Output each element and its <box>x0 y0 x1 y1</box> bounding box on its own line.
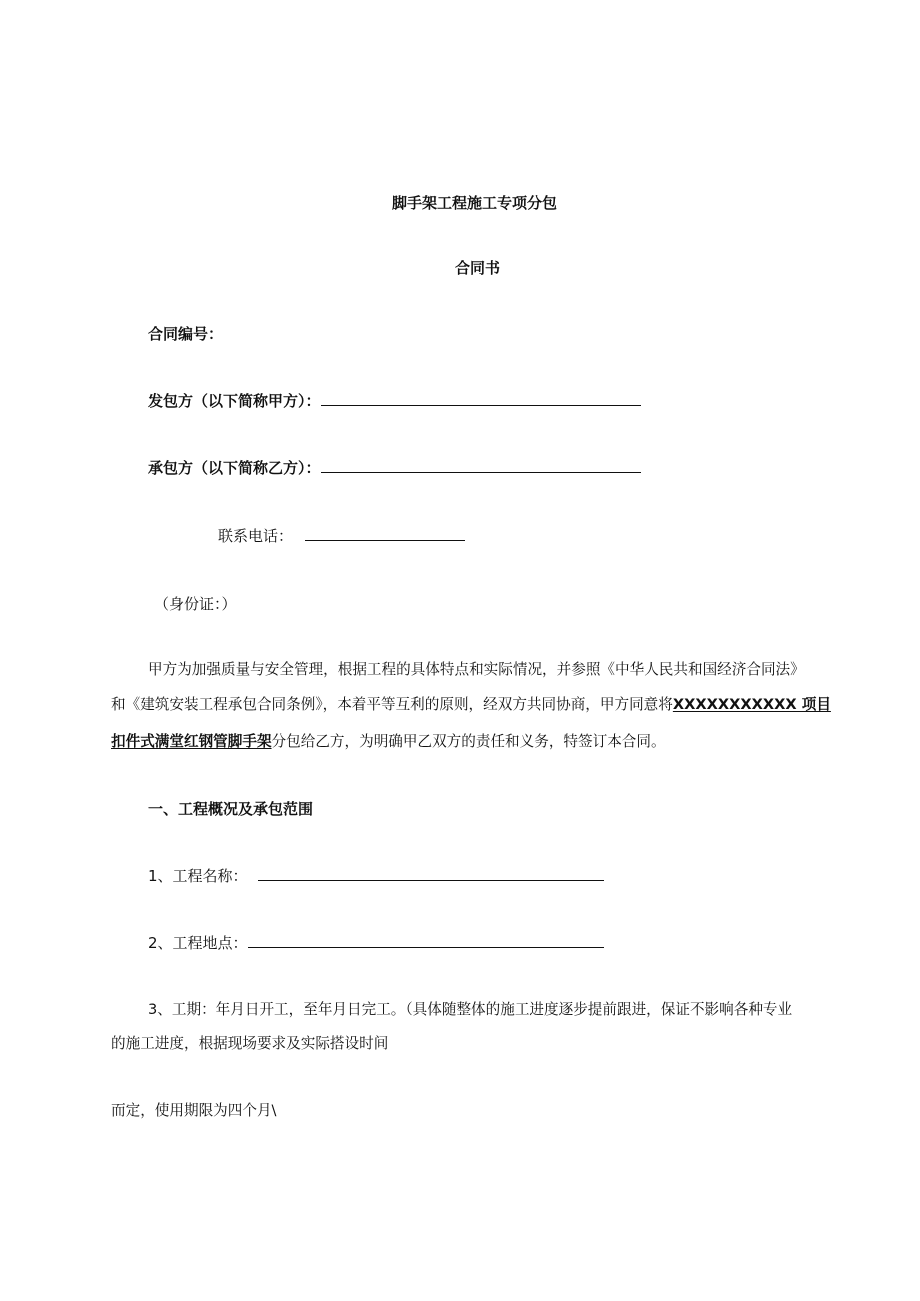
party-b-label: 承包方（以下简称乙方）： <box>148 459 321 477</box>
party-a-blank <box>321 391 641 406</box>
phone-row <box>218 525 465 547</box>
project-location-label: 2、工程地点： <box>148 934 248 952</box>
project-location-blank <box>248 933 604 948</box>
project-name-blank <box>258 866 604 881</box>
intro-line-3-text: 分包给乙方，为明确甲乙双方的责任和义务，特签订本合同。 <box>271 733 666 750</box>
party-b-row <box>148 457 641 479</box>
party-b-blank <box>321 458 641 473</box>
item-3-line-3: 而定，使用期限为四个月\ <box>111 1102 277 1119</box>
item-1-row <box>148 865 604 887</box>
scaffold-scope: 扣件式满堂红钢管脚手架 <box>111 733 272 750</box>
intro-line-2 <box>111 694 831 716</box>
intro-line-1: 甲方为加强质量与安全管理，根据工程的具体特点和实际情况，并参照《中华人民共和国经济合同法》 <box>148 661 805 678</box>
phone-label: 联系电话： <box>218 527 294 545</box>
contract-number-label: 合同编号： <box>148 325 224 343</box>
project-name-label: 1、工程名称： <box>148 867 248 885</box>
section-1-heading: 一、工程概况及承包范围 <box>148 800 314 818</box>
item-2-row <box>148 932 604 954</box>
id-card-label: （身份证：） <box>154 595 237 613</box>
party-a-row <box>148 390 641 412</box>
party-a-label: 发包方（以下简称甲方）： <box>148 392 321 410</box>
phone-blank <box>305 526 465 541</box>
intro-line-3 <box>111 731 666 753</box>
intro-line-2-text: 和《建筑安装工程承包合同条例》，本着平等互利的原则，经双方共同协商，甲方同意将 <box>111 696 673 713</box>
title-line-2: 合同书 <box>455 259 501 277</box>
item-3-line-2: 的施工进度，根据现场要求及实际搭设时间 <box>111 1035 389 1052</box>
item-3-line-1: 3、工期：年月日开工，至年月日完工。（具体随整体的施工进度逐步提前跟进，保证不影响各种专业 <box>148 1001 793 1018</box>
project-name-placeholder: XXXXXXXXXXX 项目 <box>672 696 831 713</box>
title-line-1: 脚手架工程施工专项分包 <box>392 194 558 212</box>
